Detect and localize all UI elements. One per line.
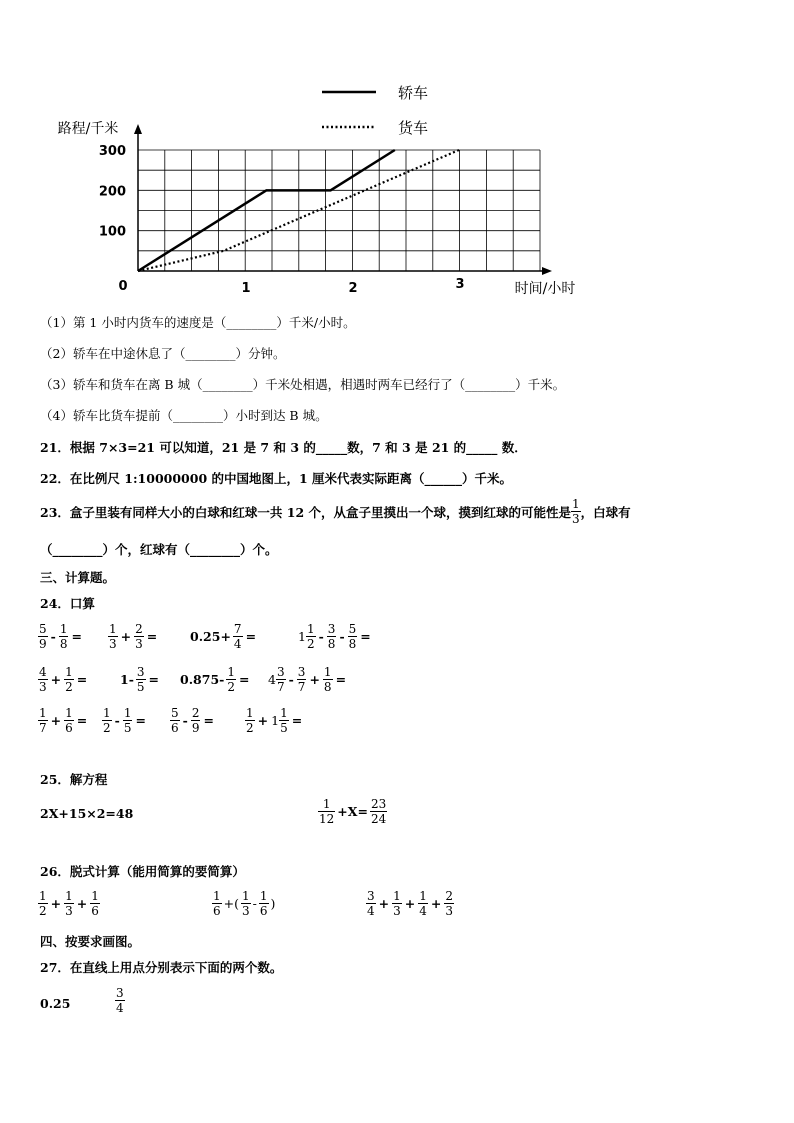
question-27: 27．在直线上用点分别表示下面的两个数。 [40,960,283,975]
numerator: 2 [445,889,454,903]
numerator: 3 [116,986,124,1000]
fraction [279,706,289,735]
numerator: 1 [91,889,99,903]
denominator: 6 [171,721,179,735]
denominator: 3 [135,637,143,651]
denominator: 5 [123,721,132,735]
kousuan-r1c3 [190,622,257,651]
numerator: 3 [367,889,375,903]
fraction [90,889,100,918]
operator: + [120,629,132,644]
fraction [38,889,48,918]
denominator: 6 [91,904,99,918]
fraction [170,706,180,735]
numerator: 1 [280,706,288,720]
denominator: 2 [65,680,73,694]
y-tick-label: 300 [98,144,126,159]
operator: + [257,713,269,728]
fraction [134,622,144,651]
equals: = [146,629,158,644]
equals: = [245,629,257,644]
operator: - [252,896,257,911]
x-axis-arrow [542,267,552,275]
fraction-numerator: 1 [572,497,580,511]
equation-1: 2X+15×2=48 [40,806,134,821]
whole-number: 1 [298,629,306,644]
question-3: （3）轿车和货车在离 B 城（________）千米处相遇，相遇时两车已经行了（________）千米。 [40,377,566,392]
numerator: 1 [242,889,250,903]
equals: = [135,713,146,728]
operator: - [339,629,345,644]
numerator: 2 [135,622,143,636]
question-4: （4）轿车比货车提前（________）小时到达 B 城。 [40,408,328,423]
fraction [418,889,428,918]
denominator: 7 [276,680,285,694]
fraction [259,889,269,918]
x-tick-label: 3 [455,277,465,292]
denominator: 2 [306,637,315,651]
question-23 [40,497,631,526]
numerator: 4 [39,665,47,679]
kousuan-r3c4 [245,706,303,735]
fraction [38,706,48,735]
tuoshi-b [212,889,275,918]
q27-number-a: 0.25 [40,996,71,1011]
numerator: 1 [318,797,335,812]
denominator: 5 [136,680,145,694]
operator: + [430,896,442,911]
denominator: 7 [297,680,306,694]
denominator: 8 [323,680,332,694]
denominator: 6 [259,904,268,918]
kousuan-r2c1 [38,665,88,694]
question-21: 21．根据 7×3=21 可以知道，21 是 7 和 3 的_____数，7 和 3 是 21 的_____ 数． [40,440,527,455]
x-tick-label: 1 [241,281,251,296]
fraction [38,622,48,651]
fraction [366,889,376,918]
travel-chart [0,0,794,300]
fraction [64,889,74,918]
numerator: 1 [213,889,221,903]
equals: = [360,629,371,644]
fraction [297,665,307,694]
leading-term: 0.25+ [190,629,231,644]
kousuan-r2c2 [120,665,160,694]
fraction [136,665,146,694]
denominator: 3 [109,637,117,651]
equation-2 [318,797,387,826]
kousuan-r3c2 [102,706,147,735]
fraction [327,622,337,651]
chart-legend [322,84,428,137]
numerator: 1 [39,706,47,720]
numerator: 3 [327,622,336,636]
fraction [191,706,201,735]
numerator: 1 [306,622,315,636]
operator: + [50,713,62,728]
numerator: 1 [259,889,268,903]
numerator: 1 [39,889,47,903]
operator: + [50,672,62,687]
whole-number: 1 [271,713,280,728]
leading-term: 1- [120,672,134,687]
y-tick-label: 200 [98,184,126,200]
numerator: 1 [393,889,401,903]
operator: + [76,896,88,911]
equals: = [76,713,88,728]
operator: - [318,629,324,644]
fraction [306,622,316,651]
equals: = [76,672,88,687]
equals: = [148,672,160,687]
fraction [444,889,454,918]
numerator: 1 [419,889,427,903]
tuoshi-a [38,889,100,918]
section-3-heading: 三、计算题。 [40,570,116,585]
numerator: 1 [65,889,73,903]
denominator: 9 [191,721,200,735]
fraction [392,889,402,918]
denominator: 3 [65,904,73,918]
denominator: 24 [370,812,387,826]
numerator: 7 [233,622,242,636]
equals: = [238,672,250,687]
legend-label: 轿车 [398,84,429,102]
numerator: 23 [370,797,387,811]
denominator: 2 [39,904,47,918]
fraction [115,986,125,1015]
operator: - [114,713,120,728]
equals: = [335,672,347,687]
fraction [102,706,112,735]
numerator: 5 [171,706,179,720]
legend-label: 货车 [398,119,429,137]
fraction [108,622,118,651]
denominator: 8 [348,637,357,651]
fraction-denominator: 3 [572,512,580,526]
numerator: 1 [123,706,132,720]
numerator: 3 [297,665,306,679]
fraction [245,706,255,735]
tuoshi-c [366,889,454,918]
operator: + [50,896,62,911]
kousuan-r2c4 [268,665,347,694]
fraction [212,889,222,918]
operator: - [50,629,56,644]
equals: = [71,629,82,644]
denominator: 4 [116,1001,124,1015]
numerator: 2 [191,706,200,720]
denominator: 12 [319,812,335,826]
kousuan-r1c2 [108,622,158,651]
kousuan-r1c4 [298,622,372,651]
denominator: 5 [280,721,288,735]
numerator: 1 [103,706,111,720]
question-23-text: 23．盒子里装有同样大小的白球和红球一共 12 个，从盒子里摸出一个球，摸到红球的可能性是 [40,504,571,520]
fraction [38,665,48,694]
equals: = [203,713,214,728]
denominator: 9 [39,637,47,651]
fraction [64,665,74,694]
y-axis-arrow [134,124,142,134]
kousuan-r3c3 [170,706,215,735]
fraction [370,797,387,826]
operator: + [378,896,390,911]
question-22: 22．在比例尺 1:10000000 的中国地图上，1 厘米代表实际距离（______）千米。 [40,471,513,486]
x-tick-label: 2 [348,281,358,296]
numerator: 1 [227,665,235,679]
fraction [318,797,335,826]
denominator: 2 [246,721,254,735]
numerator: 1 [59,622,68,636]
probability-fraction [571,497,581,526]
equals: = [291,713,303,728]
numerator: 5 [348,622,357,636]
operator: + [309,672,320,687]
numerator: 3 [276,665,285,679]
kousuan-r3c1 [38,706,88,735]
denominator: 4 [419,904,427,918]
numerator: 1 [109,622,117,636]
numerator: 1 [65,665,73,679]
fraction [233,622,243,651]
question-23-text-b: ，白球有 [580,504,631,520]
fraction [276,665,286,694]
denominator: 3 [39,680,47,694]
q27-number-b [115,986,125,1015]
denominator: 3 [445,904,454,918]
y-tick-label: 100 [98,224,126,240]
operator: + [404,896,416,911]
operator: - [288,672,294,687]
operator: - [182,713,188,728]
chart-grid [138,150,540,271]
equation-middle: +X= [337,804,368,819]
question-26: 26．脱式计算（能用简算的要简算） [40,864,245,879]
question-2: （2）轿车在中途休息了（________）分钟。 [40,346,286,361]
denominator: 8 [59,637,68,651]
numerator: 1 [323,665,332,679]
question-25: 25．解方程 [40,772,108,787]
section-4-heading: 四、按要求画图。 [40,934,141,949]
close-paren: ) [270,896,276,911]
numerator: 3 [136,665,145,679]
fraction [59,622,69,651]
denominator: 3 [393,904,401,918]
numerator: 1 [65,706,73,720]
denominator: 6 [65,721,73,735]
question-1: （1）第 1 小时内货车的速度是（________）千米/小时。 [40,315,356,330]
kousuan-r2c3 [180,665,250,694]
fraction [323,665,333,694]
denominator: 4 [367,904,375,918]
numerator: 5 [39,622,47,636]
denominator: 4 [233,637,242,651]
operator: +( [223,896,239,911]
fraction [123,706,133,735]
denominator: 2 [103,721,111,735]
denominator: 8 [327,637,336,651]
question-23-blanks: （________）个，红球有（________）个。 [40,542,278,557]
numerator: 1 [246,706,254,720]
denominator: 7 [39,721,47,735]
kousuan-r1c1 [38,622,83,651]
leading-term: 0.875- [180,672,225,687]
fraction [64,706,74,735]
origin-label: 0 [118,279,128,294]
denominator: 6 [213,904,221,918]
question-24: 24．口算 [40,596,95,611]
denominator: 2 [227,680,235,694]
fraction [348,622,358,651]
fraction [226,665,236,694]
y-axis-label: 路程/千米 [57,121,119,137]
x-axis-label: 时间/小时 [514,281,576,297]
fraction [241,889,251,918]
whole-number: 4 [268,672,276,687]
denominator: 3 [242,904,250,918]
